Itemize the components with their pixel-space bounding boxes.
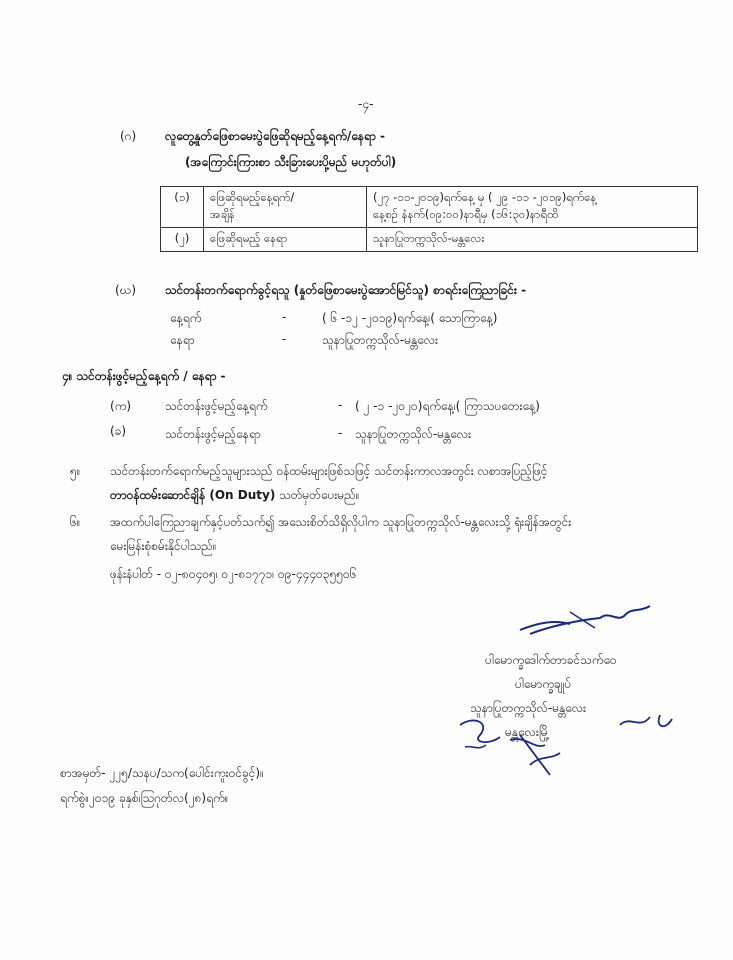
announce-place-label: နေရာ [170, 333, 195, 347]
section-5-line2-rest: သတ်မှတ်ပေးမည်။ [275, 488, 360, 502]
announce-place-dash: - [282, 332, 287, 346]
opening-place-marker: (ခ) [110, 424, 127, 438]
section-4-title: ၄။ သင်တန်းဖွင့်မည့်နေ့ရက် / နေရာ - [62, 369, 226, 383]
opening-place-dash: - [338, 426, 343, 440]
signatory-title: ပါမောက္ခချုပ် [515, 677, 572, 691]
section-c-title: လူတွေ့နှုတ်ဖြေစာမေးပွဲဖြေဆိုရမည့်နေ့ရက်/နေရာ - [165, 129, 385, 143]
section-c-marker: (ဂ) [120, 129, 137, 143]
value-line: (၂၇ -၁၁-၂၀၁၉)ရက်နေ့ မှ ( ၂၉ -၁၁ -၂၀၁၉)ရက်နေ့ [373, 190, 597, 204]
opening-date-label: သင်တန်းဖွင့်မည့်နေ့ရက် [165, 399, 268, 413]
opening-date-value: ( ၂ -၁ -၂၀၂၀)ရက်နေ့၊( ကြာသပတေးနေ့) [355, 399, 540, 413]
opening-date-dash: - [338, 398, 343, 412]
page-number: -၄- [358, 97, 374, 111]
announce-place-value: သူနာပြုတက္ကသိုလ်-မန္တလေး [322, 333, 439, 347]
section-d-title: သင်တန်းတက်ရောက်ခွင့်ရသူ (နှုတ်ဖြေစာမေးပွဲအောင်မြင်သူ) စာရင်းကြေညာခြင်း - [165, 283, 527, 297]
on-duty-text: တာဝန်ထမ်းဆောင်ချိန် (On Duty) [110, 488, 276, 502]
table-row [161, 228, 698, 252]
table-cell-value: သူနာပြုတက္ကသိုလ်-မန္တလေး [367, 228, 698, 252]
signatory-city: မန္တလေးမြို့ [505, 725, 550, 739]
section-d-marker: (ဃ) [115, 283, 137, 297]
section-c-subtitle: (အကြောင်းကြားစာ သီးခြားပေးပို့မည် မဟုတ်ပါ) [185, 155, 397, 169]
label-line: အချိန် [210, 207, 235, 221]
section-5-line1: သင်တန်းတက်ရောက်မည့်သူများသည် ဝန်ထမ်းများဖြစ်သဖြင့် သင်တန်းကာလအတွင်း လစာအပြည့်ဖြင့် [110, 464, 548, 478]
announce-date-dash: - [282, 310, 287, 324]
section-6-line2: မေးမြန်းစုံစမ်းနိုင်ပါသည်။ [110, 539, 217, 553]
signatory-org: သူနာပြုတက္ကသိုလ်-မန္တလေး [470, 701, 587, 715]
table-cell-value [367, 187, 698, 228]
reference-date: ရက်စွဲ။၂၀၁၉ ခုနှစ်၊ဩဂုတ်လ(၂၈)ရက်။ [60, 791, 229, 805]
opening-place-label: သင်တန်းဖွင့်မည့်နေရာ [165, 427, 261, 441]
section-6-number: ၆။ [70, 515, 81, 529]
table-cell-label [204, 187, 367, 228]
opening-place-value: သူနာပြုတက္ကသိုလ်-မန္တလေး [355, 427, 472, 441]
section-5-line2 [110, 487, 359, 505]
value-line: နေ့စဉ် နံနက်(၀၉:၀၀)နာရီမှ (၁၆:၃၀)နာရီထိ [373, 207, 559, 221]
announce-date-label: နေ့ရက် [170, 311, 202, 325]
table-cell-num: (၁) [161, 187, 204, 228]
exam-info-table [160, 186, 698, 252]
signatory-name: ပါမောက္ခဒေါက်တာခင်သက်ဝေ [485, 653, 617, 667]
table-row [161, 187, 698, 228]
phone-numbers: ဖုန်းနံပါတ် - ၀၂-၈၀၄၀၅၊ ၀၂-၈၁၇၇၁၊ ၀၉-၄၄၄၀၃၅၅၀၆ [110, 567, 357, 581]
label-line: ဖြေဆိုရမည့်နေ့ရက်/ [210, 190, 295, 204]
section-6-line1: အထက်ပါကြေညာချက်နှင့်ပတ်သက်၍ အသေးစိတ်သိရှိလိုပါက သူနာပြုတက္ကသိုလ်-မန္တလေးသို့ ရုံးချိန်အတွင်း [110, 515, 572, 529]
table-cell-label: ဖြေဆိုရမည့် နေရာ [204, 228, 367, 252]
reference-number: စာအမှတ်- ၂၂၅/သနပ/သက(ပေါင်းကူးဝင်ခွင့်)။ [60, 766, 264, 780]
table-cell-num: (၂) [161, 228, 204, 252]
announce-date-value: ( ၆ -၁၂ -၂၀၁၉)ရက်နေ့၊( သောကြာနေ့) [322, 311, 498, 325]
handwritten-initials-icon [450, 705, 690, 785]
section-5-number: ၅။ [70, 464, 81, 478]
opening-date-marker: (က) [110, 399, 132, 413]
signature-mark-icon [510, 600, 660, 640]
